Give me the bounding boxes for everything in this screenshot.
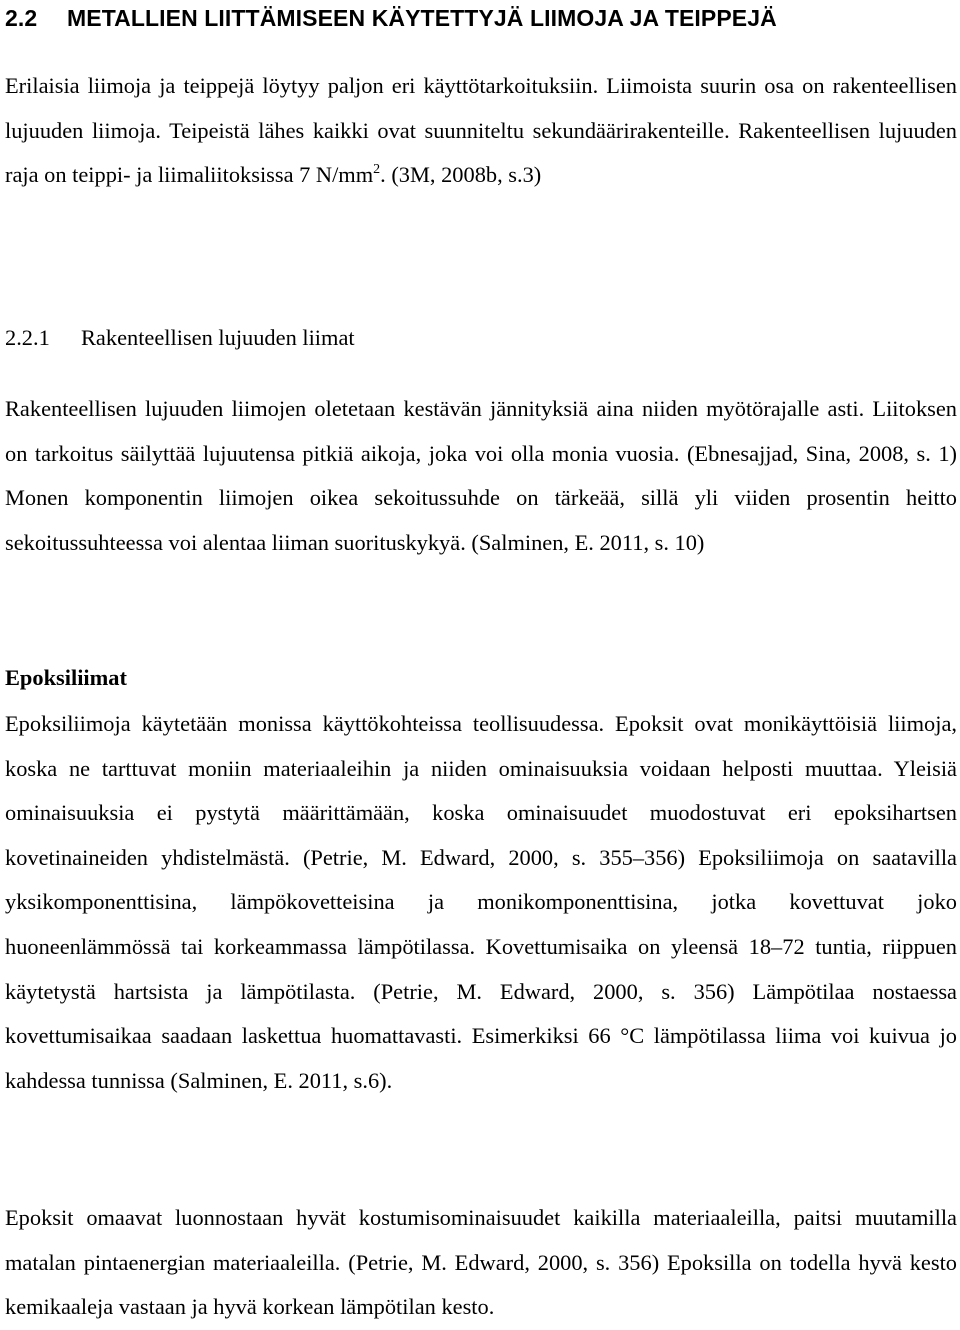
intro-paragraph — [5, 64, 957, 198]
epoxy-paragraph-2: Epoksit omaavat luonnostaan hyvät kostumisominaisuudet kaikilla materiaaleilla, paitsi muutamilla matalan pintaenergian materiaaleilla. (Petrie, M. Edward, 2000, s. 356) Epoksilla on todella hyvä kesto kemikaaleja vastaan ja hyvä korkean lämpötilan kesto. — [5, 1205, 957, 1320]
section-number: 2.2 — [5, 5, 38, 31]
subsection-title: Rakenteellisen lujuuden liimat — [81, 325, 355, 350]
epoxy-heading: Epoksiliimat — [5, 665, 127, 690]
section-title: METALLIEN LIITTÄMISEEN KÄYTETTYJÄ LIIMOJA JA TEIPPEJÄ — [67, 5, 777, 31]
intro-text: Erilaisia liimoja ja teippejä löytyy paljon eri käyttötarkoituksiin. Liimoista suurin osa on rakenteellisen lujuuden liimoja. Teipeistä lähes kaikki ovat suunniteltu sekundäärirakenteille. Rakenteellisen lujuuden raja on teippi- ja liimaliitoksissa 7 N/mm — [5, 73, 957, 188]
intro-citation: . (3M, 2008b, s.3) — [380, 162, 542, 188]
subsection-number: 2.2.1 — [5, 325, 50, 350]
epoxy-paragraph-1: Epoksiliimoja käytetään monissa käyttökohteissa teollisuudessa. Epoksit ovat monikäyttöisiä liimoja, koska ne tarttuvat moniin materiaaleihin ja niiden ominaisuuksia voidaan helposti muuttaa. Yleisiä ominaisuuksia ei pystytä määrittämään, koska ominaisuudet muodostuvat eri epoksihartsen kovetinaineiden yhdistelmästä. (Petrie, M. Edward, 2000, s. 355–356) Epoksiliimoja on saatavilla yksikomponenttisina, lämpökovetteisina ja monikomponenttisina, jotka kovettuvat joko huoneenlämmössä tai korkeammassa lämpötilassa. Kovettumisaika on yleensä 18–72 tuntia, riippuen käytetystä hartsista ja lämpötilasta. (Petrie, M. Edward, 2000, s. 356) Lämpötilaa nostaessa kovettumisaikaa saadaan laskettua huomattavasti. Esimerkiksi 66 °C lämpötilassa liima voi kuivua jo kahdessa tunnissa (Salminen, E. 2011, s.6). — [5, 711, 957, 1093]
section-heading — [5, 3, 777, 33]
structural-adhesives-paragraph: Rakenteellisen lujuuden liimojen oletetaan kestävän jännityksiä aina niiden myötörajalle asti. Liitoksen on tarkoitus säilyttää lujuutensa pitkiä aikoja, joka voi olla monia vuosia. (Ebnesajjad, Sina, 2008, s. 1) Monen komponentin liimojen oikea sekoitussuhde on tärkeää, sillä yli viiden prosentin heitto sekoitussuhteessa voi alentaa liiman suorituskykyä. (Salminen, E. 2011, s. 10) — [5, 396, 957, 555]
subsection-heading — [5, 316, 355, 361]
unit-superscript: 2 — [373, 162, 381, 178]
